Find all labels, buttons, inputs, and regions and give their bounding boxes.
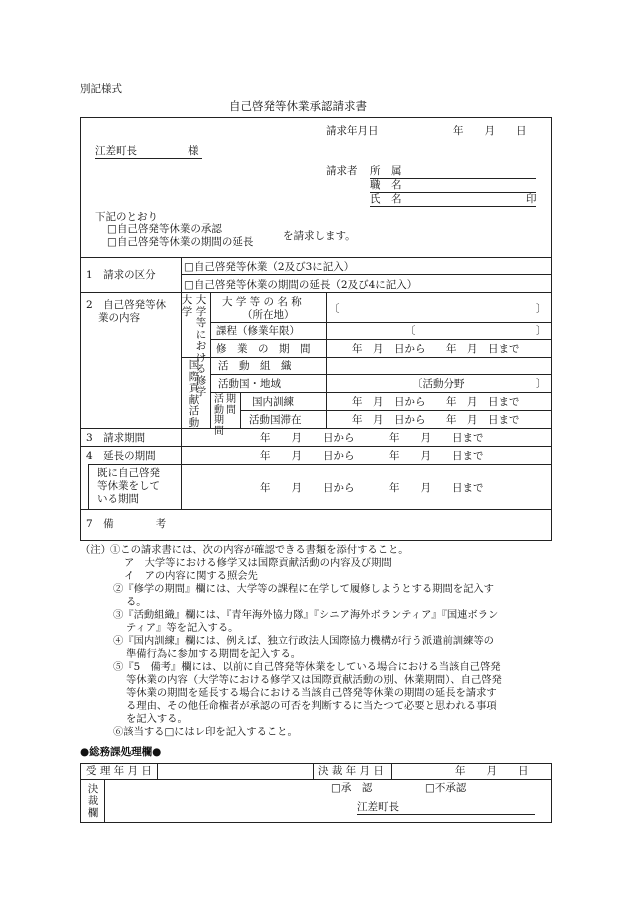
- field-label: 〔活動分野: [412, 378, 465, 390]
- univ-vertical-label: 大学等における修学: [195, 294, 207, 398]
- row4-period-to: 年 月 日まで: [389, 450, 484, 462]
- row4-period-from: 年 月 日から: [260, 450, 355, 462]
- study-period-label: 修 業 の 期 間: [216, 343, 311, 355]
- row4-label: 4 延長の期間: [86, 450, 156, 462]
- note-1a: ア 大学等における修学又は国際貢献活動の内容及び期間: [124, 557, 392, 569]
- note-2b: る。: [126, 596, 147, 608]
- office-heading: ●総務課処理欄●: [80, 746, 162, 758]
- row3-period-to: 年 月 日まで: [389, 432, 484, 444]
- stay-period-to: 年 月 日まで: [446, 414, 520, 426]
- note-3a: ③『活動組織』欄には、『青年海外協力隊』『シニア海外ボランティア』『国連ボラン: [113, 609, 499, 621]
- request-date-label: 請求年月日: [326, 125, 379, 137]
- note-5d: る理由、その他任命権者が承認の可否を判断するに当たつて必要と思われる事項: [126, 700, 497, 712]
- study-period-from: 年 月 日から: [352, 343, 426, 355]
- training-period-from: 年 月 日から: [352, 396, 426, 408]
- note-6: ⑥該当する□にはレ印を記入すること。: [113, 726, 298, 738]
- activity-period-vertical: 期間: [226, 394, 236, 416]
- row3-label: 3 請求期間: [86, 432, 146, 444]
- name-field[interactable]: [370, 194, 536, 207]
- univ-bracket-right: 〕: [536, 303, 547, 315]
- row3-period-from: 年 月 日から: [260, 432, 355, 444]
- row5-label-line1: 既に自己啓発: [97, 467, 160, 479]
- study-period-to: 年 月 日まで: [446, 343, 520, 355]
- note-1b: イ アの内容に関する照会先: [124, 570, 258, 582]
- univ-name-label: 大 学 等 の 名 称: [222, 296, 302, 308]
- request-option-extension[interactable]: □自己啓発等休業の期間の延長: [107, 236, 254, 248]
- univ-vertical-label-a: 大学: [181, 294, 193, 318]
- received-date-label: 受 理 年 月 日: [86, 765, 152, 777]
- country-label: 活動国・地域: [218, 378, 281, 390]
- note-5c: 等休業の期間を延長する場合における当該自己啓発等休業の期間の延長を請求す: [126, 687, 497, 699]
- stay-period-from: 年 月 日から: [352, 414, 426, 426]
- notes-lead: （注）: [80, 544, 111, 556]
- training-period-to: 年 月 日まで: [446, 396, 520, 408]
- seal-mark: 印: [526, 193, 537, 205]
- note-5e: を記入する。: [126, 713, 188, 725]
- affiliation-label: 所 属: [370, 165, 402, 177]
- approve-checkbox[interactable]: □承 認: [331, 782, 373, 794]
- request-option-approval[interactable]: □自己啓発等休業の承認: [107, 223, 222, 235]
- course-label: 課程（修業年限）: [216, 325, 300, 337]
- approval-vertical-label: 決裁欄: [87, 783, 99, 819]
- row5-label-line3: いる期間: [97, 493, 139, 505]
- position-field[interactable]: [370, 180, 536, 193]
- reject-checkbox[interactable]: □不承認: [425, 782, 467, 794]
- addressee-honorific: 様: [188, 145, 199, 157]
- univ-location-label: （所在地）: [242, 309, 295, 321]
- row2-label-line1: 2 自己啓発等休: [86, 299, 167, 311]
- position-label: 職 名: [370, 179, 402, 191]
- course-bracket-right: 〕: [536, 325, 547, 337]
- note-2a: ②『修学の期間』欄には、大学等の課程に在学して履修しようとする期間を記入す: [113, 583, 494, 595]
- requester-label: 請求者: [326, 165, 358, 177]
- training-label: 国内訓練: [252, 396, 294, 408]
- request-suffix: を請求します。: [283, 230, 356, 242]
- row5-label-line2: 等休業をして: [97, 480, 160, 492]
- request-date-value: 年 月 日: [453, 125, 527, 137]
- univ-bracket-left: 〔: [329, 303, 340, 315]
- addressee-name: 江差町長: [95, 145, 137, 157]
- row1-option-extension[interactable]: □自己啓発等休業の期間の延長（2及び4に記入）: [184, 279, 418, 291]
- affiliation-field[interactable]: [370, 166, 536, 179]
- note-3b: ティア』等を記入する。: [126, 622, 239, 634]
- note-5b: 等休業の内容（大学等における修学又は国際貢献活動の別、休業期間）、自己啓発: [126, 674, 502, 686]
- decision-date-value: 年 月 日: [455, 765, 529, 777]
- note-5a: ⑤『5 備考』欄には、以前に自己啓発等休業をしている場合における当該自己啓発: [113, 661, 501, 673]
- row5-period-from: 年 月 日から: [260, 482, 355, 494]
- row1-label: 1 請求の区分: [86, 269, 156, 281]
- form-title: 自己啓発等休業承認請求書: [229, 99, 367, 113]
- note-4b: 準備行為に参加する期間を記入する。: [126, 648, 302, 660]
- row7-label: 7 備 考: [86, 518, 167, 530]
- mayor-signature-line: [357, 802, 535, 815]
- request-intro: 下記のとおり: [95, 211, 158, 223]
- row2-label-line2: 業の内容: [98, 312, 140, 324]
- addressee: [95, 146, 202, 159]
- row1-option-leave[interactable]: □自己啓発等休業（2及び3に記入）: [184, 261, 355, 273]
- course-bracket-left: 〔: [405, 325, 416, 337]
- activity-period-vertical-label: 活動期間: [214, 394, 224, 437]
- field-bracket-right: 〕: [536, 378, 547, 390]
- note-4a: ④『国内訓練』欄には、例えば、独立行政法人国際協力機構が行う派遣前訓練等の: [113, 635, 494, 647]
- row5-period-to: 年 月 日まで: [389, 482, 484, 494]
- intl-vertical-label: 国際貢献活動: [188, 359, 200, 429]
- stay-label: 活動国滞在: [249, 414, 302, 426]
- decision-date-label: 決 裁 年 月 日: [318, 765, 384, 777]
- org-label: 活 動 組 織: [218, 360, 292, 372]
- note-1: ①この請求書には、次の内容が確認できる書類を添付すること。: [110, 544, 409, 556]
- name-label: 氏 名: [370, 193, 402, 205]
- mayor-label: 江差町長: [357, 801, 399, 813]
- form-label: 別記様式: [80, 83, 122, 95]
